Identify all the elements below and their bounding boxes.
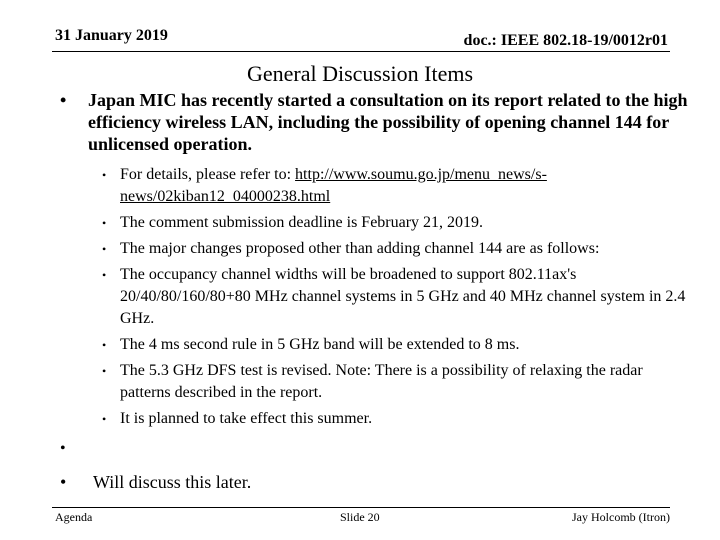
header-doc-id: doc.: IEEE 802.18-19/0012r01 <box>463 32 668 49</box>
main-bullet-text: Japan MIC has recently started a consultation on its report related to the high efficiency wireless LAN, including the possibility of opening channel 144 for unlicensed operation. <box>88 90 688 154</box>
bullet-icon: • <box>102 412 107 426</box>
sub-bullet-item <box>102 264 692 330</box>
sub-bullet-item <box>102 164 692 208</box>
bullet-icon: • <box>102 242 107 256</box>
sub-bullet-item <box>102 212 692 234</box>
sub-bullet-item <box>102 360 692 404</box>
footer-left: Agenda <box>55 510 93 524</box>
main-bullet <box>52 89 692 155</box>
sub-bullet-text: The occupancy channel widths will be broadened to support 802.11ax's 20/40/80/160/80+80 MHz channel systems in 5 GHz and 40 MHz channel system in 2.4 GHz. <box>120 266 686 327</box>
sub-bullet-text: The 5.3 GHz DFS test is revised. Note: There is a possibility of relaxing the radar patterns described in the report. <box>120 362 643 401</box>
sub-bullet-text: It is planned to take effect this summer. <box>120 410 373 427</box>
sub-bullet-item <box>102 408 692 430</box>
bullet-icon: • <box>102 268 107 282</box>
bullet-icon: • <box>102 216 107 230</box>
sub-bullet-list <box>102 164 692 434</box>
header-divider <box>52 51 670 52</box>
bullet-icon: • <box>102 364 107 378</box>
bullet-icon: • <box>102 338 107 352</box>
header-date: 31 January 2019 <box>55 27 168 44</box>
bullet-icon: • <box>102 168 107 182</box>
details-link[interactable]: http://www.soumu.go.jp/menu_news/s-news/02kiban12_04000238.html <box>120 166 547 205</box>
bullet-icon: • <box>60 90 67 110</box>
sub-bullet-item <box>102 238 692 260</box>
sub-bullet-text: The 4 ms second rule in 5 GHz band will be extended to 8 ms. <box>120 336 520 353</box>
footer-author: Jay Holcomb (Itron) <box>572 510 670 524</box>
slide-title: General Discussion Items <box>246 61 474 86</box>
last-bullet-text: Will discuss this later. <box>93 472 252 492</box>
details-prefix: For details, please refer to: <box>120 166 296 183</box>
sub-bullet-text: The major changes proposed other than adding channel 144 are as follows: <box>120 240 600 257</box>
last-bullet-symbol: • <box>60 472 67 492</box>
sub-bullet-text: The comment submission deadline is February 21, 2019. <box>120 214 484 231</box>
footer-divider <box>52 507 670 508</box>
footer-slide-number: Slide 20 <box>340 510 380 524</box>
empty-bullet: • <box>60 440 66 457</box>
sub-bullet-item <box>102 334 692 356</box>
